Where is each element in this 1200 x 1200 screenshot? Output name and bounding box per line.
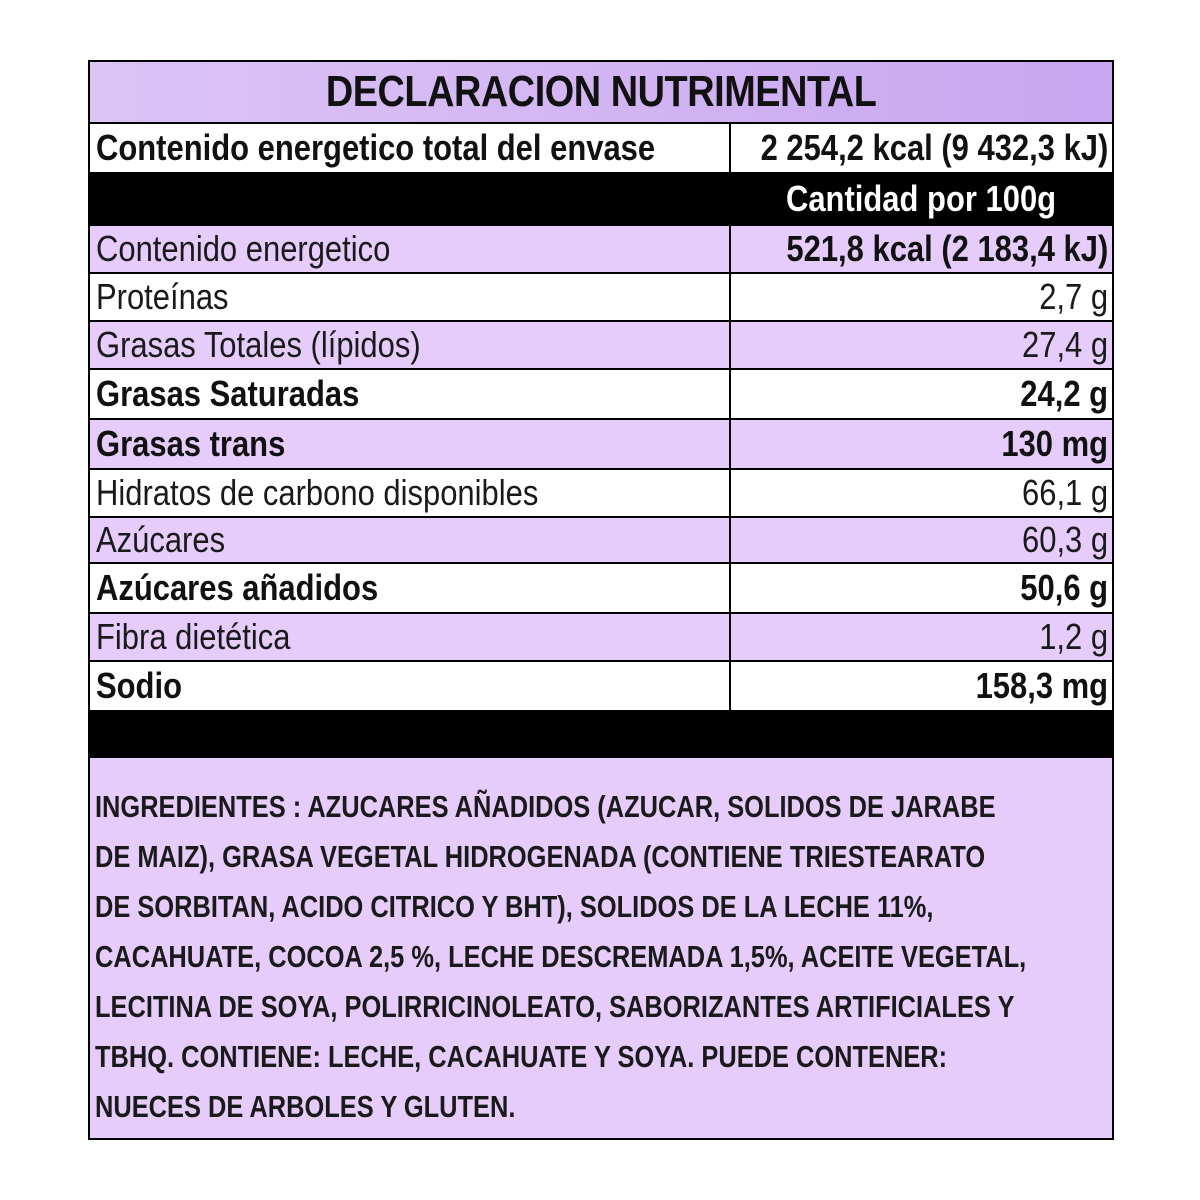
- column-header-row: [90, 174, 1112, 226]
- nutrition-label: [88, 60, 1114, 1140]
- table-row: [90, 274, 1112, 322]
- table-row: [90, 420, 1112, 470]
- nutrient-label: Azúcares añadidos: [96, 567, 379, 608]
- nutrient-label: Fibra dietética: [96, 616, 291, 657]
- ingredients-block: [90, 758, 1112, 1138]
- nutrient-label: Contenido energetico: [96, 228, 391, 269]
- column-header-value: Cantidad por 100g: [786, 178, 1057, 219]
- table-row: [90, 614, 1112, 662]
- nutrient-label: Grasas Totales (lípidos): [96, 324, 421, 365]
- nutrient-label: Azúcares: [96, 519, 226, 560]
- table-row: [90, 662, 1112, 710]
- nutrient-value: 60,3 g: [1021, 519, 1108, 560]
- nutrient-value: 24,2 g: [1020, 373, 1108, 414]
- table-row: [90, 226, 1112, 274]
- table-row: [90, 564, 1112, 614]
- total-energy-value: 2 254,2 kcal (9 432,3 kJ): [760, 127, 1108, 168]
- nutrient-value: 50,6 g: [1020, 567, 1108, 608]
- total-energy-row: [90, 124, 1112, 174]
- ingredients-line: INGREDIENTES : AZUCARES AÑADIDOS (AZUCAR, SOLIDOS DE JARABE: [95, 789, 996, 824]
- nutrient-label: Proteínas: [96, 276, 229, 317]
- nutrient-label: Grasas Saturadas: [96, 373, 360, 414]
- nutrient-label: Sodio: [96, 665, 182, 706]
- ingredients-line: LECITINA DE SOYA, POLIRRICINOLEATO, SABORIZANTES ARTIFICIALES Y: [95, 989, 1015, 1024]
- ingredients-line: DE MAIZ), GRASA VEGETAL HIDROGENADA (CONTIENE TRIESTEARATO: [95, 839, 986, 874]
- ingredients-line: CACAHUATE, COCOA 2,5 %, LECHE DESCREMADA 1,5%, ACEITE VEGETAL,: [95, 939, 1027, 974]
- ingredients-line: NUECES DE ARBOLES Y GLUTEN.: [95, 1089, 516, 1124]
- table-row: [90, 518, 1112, 564]
- nutrient-value: 130 mg: [1001, 423, 1108, 464]
- ingredients-line: DE SORBITAN, ACIDO CITRICO Y BHT), SOLIDOS DE LA LECHE 11%,: [95, 889, 934, 924]
- label-title-text: DECLARACION NUTRIMENTAL: [325, 67, 877, 116]
- nutrient-value: 521,8 kcal (2 183,4 kJ): [786, 228, 1108, 269]
- nutrient-label: Grasas trans: [96, 423, 286, 464]
- nutrient-value: 158,3 mg: [975, 665, 1108, 706]
- nutrient-label: Hidratos de carbono disponibles: [96, 472, 539, 513]
- table-row: [90, 470, 1112, 518]
- table-row: [90, 322, 1112, 370]
- nutrient-value: 27,4 g: [1021, 324, 1108, 365]
- separator-band: [90, 710, 1112, 758]
- nutrient-value: 1,2 g: [1039, 616, 1108, 657]
- label-title: [90, 62, 1112, 124]
- total-energy-label: Contenido energetico total del envase: [96, 127, 656, 168]
- table-row: [90, 370, 1112, 420]
- ingredients-line: TBHQ. CONTIENE: LECHE, CACAHUATE Y SOYA. PUEDE CONTENER:: [95, 1039, 948, 1074]
- nutrient-value: 66,1 g: [1021, 472, 1108, 513]
- nutrient-value: 2,7 g: [1039, 276, 1108, 317]
